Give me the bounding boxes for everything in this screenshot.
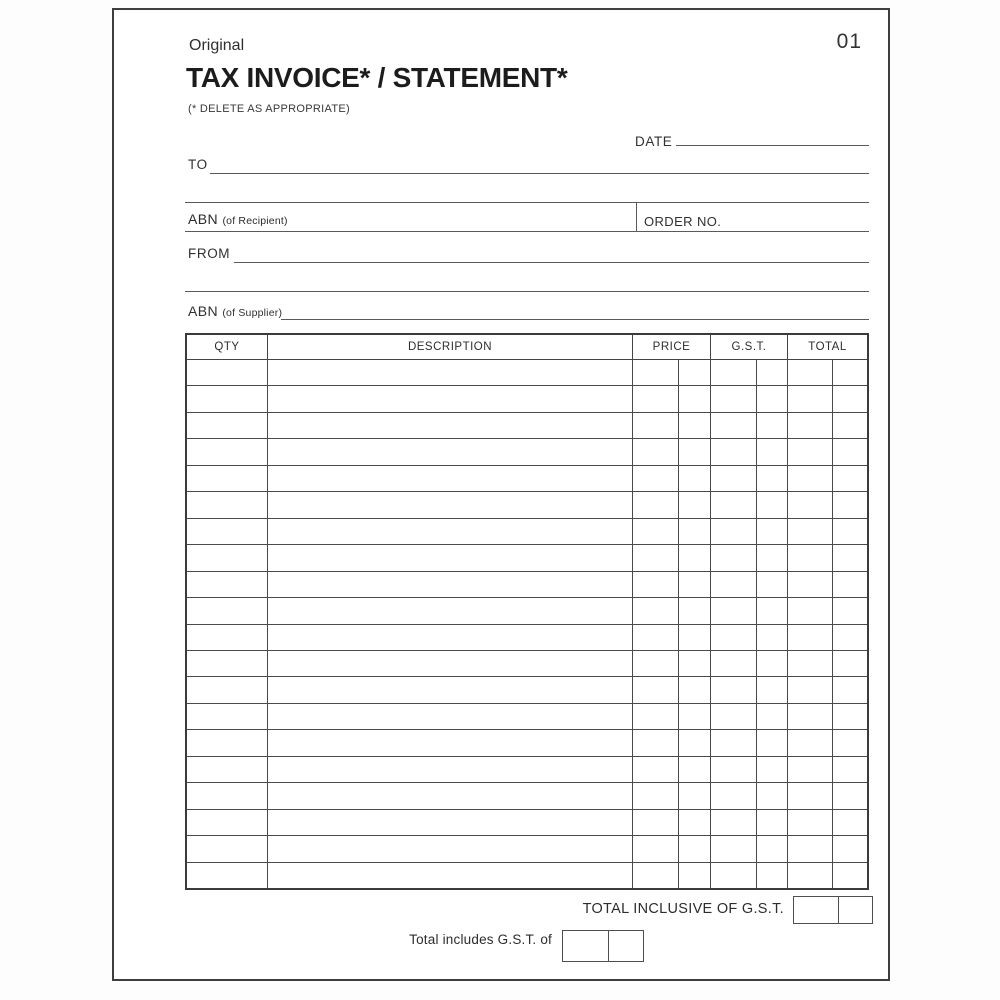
gst-dollars-cell[interactable] xyxy=(710,757,756,782)
gst-dollars-cell[interactable] xyxy=(710,677,756,702)
price-dollars-cell[interactable] xyxy=(632,625,678,650)
total-dollars-cell[interactable] xyxy=(787,836,832,861)
table-header-row xyxy=(187,335,867,360)
gst-dollars-cell[interactable] xyxy=(710,413,756,438)
abn-supplier-word: ABN xyxy=(188,303,218,319)
gst-cents-cell[interactable] xyxy=(756,386,787,411)
form-title: TAX INVOICE* / STATEMENT* xyxy=(186,62,568,93)
qty-cell[interactable] xyxy=(187,545,267,570)
date-label: DATE xyxy=(635,134,673,149)
total-inclusive-cents-cell[interactable] xyxy=(838,897,872,923)
qty-cell[interactable] xyxy=(187,386,267,411)
from-input-line[interactable] xyxy=(234,262,869,263)
abn-supplier-input-line[interactable] xyxy=(281,319,869,320)
gst-includes-label: Total includes G.S.T. of xyxy=(409,932,552,947)
gst-includes-box xyxy=(562,930,644,962)
qty-cell[interactable] xyxy=(187,836,267,861)
from-label: FROM xyxy=(188,246,231,261)
total-cents-cell[interactable] xyxy=(832,386,867,411)
description-cell[interactable] xyxy=(267,730,632,755)
table-row xyxy=(187,598,867,624)
total-dollars-cell[interactable] xyxy=(787,783,832,808)
qty-cell[interactable] xyxy=(187,492,267,517)
table-row xyxy=(187,730,867,756)
qty-cell[interactable] xyxy=(187,598,267,623)
total-dollars-cell[interactable] xyxy=(787,439,832,464)
price-cents-cell[interactable] xyxy=(678,439,710,464)
total-cents-cell[interactable] xyxy=(832,810,867,835)
gst-cents-cell[interactable] xyxy=(756,863,787,888)
gst-cents-cell[interactable] xyxy=(756,677,787,702)
total-cents-cell[interactable] xyxy=(832,439,867,464)
abn-order-divider xyxy=(636,202,637,231)
description-cell[interactable] xyxy=(267,783,632,808)
qty-cell[interactable] xyxy=(187,519,267,544)
col-header-price: PRICE xyxy=(632,335,710,359)
price-dollars-cell[interactable] xyxy=(632,519,678,544)
gst-cents-cell[interactable] xyxy=(756,439,787,464)
abn-recipient-field[interactable] xyxy=(188,211,288,229)
date-input-line[interactable] xyxy=(676,145,869,146)
total-cents-cell[interactable] xyxy=(832,704,867,729)
total-dollars-cell[interactable] xyxy=(787,730,832,755)
col-header-gst: G.S.T. xyxy=(710,335,787,359)
total-dollars-cell[interactable] xyxy=(787,757,832,782)
price-dollars-cell[interactable] xyxy=(632,757,678,782)
gst-cents-cell[interactable] xyxy=(756,704,787,729)
description-cell[interactable] xyxy=(267,863,632,888)
total-dollars-cell[interactable] xyxy=(787,704,832,729)
price-dollars-cell[interactable] xyxy=(632,439,678,464)
total-cents-cell[interactable] xyxy=(832,625,867,650)
description-cell[interactable] xyxy=(267,386,632,411)
total-dollars-cell[interactable] xyxy=(787,413,832,438)
order-no-label: ORDER NO. xyxy=(644,214,722,229)
description-cell[interactable] xyxy=(267,704,632,729)
qty-cell[interactable] xyxy=(187,730,267,755)
gst-dollars-cell[interactable] xyxy=(710,651,756,676)
qty-cell[interactable] xyxy=(187,625,267,650)
total-dollars-cell[interactable] xyxy=(787,519,832,544)
total-cents-cell[interactable] xyxy=(832,651,867,676)
price-cents-cell[interactable] xyxy=(678,677,710,702)
total-dollars-cell[interactable] xyxy=(787,545,832,570)
qty-cell[interactable] xyxy=(187,704,267,729)
gst-dollars-cell[interactable] xyxy=(710,519,756,544)
abn-order-row xyxy=(185,202,869,232)
gst-dollars-cell[interactable] xyxy=(710,625,756,650)
price-dollars-cell[interactable] xyxy=(632,413,678,438)
total-cents-cell[interactable] xyxy=(832,492,867,517)
from-input-line-2[interactable] xyxy=(185,291,869,292)
price-cents-cell[interactable] xyxy=(678,413,710,438)
total-dollars-cell[interactable] xyxy=(787,598,832,623)
table-row xyxy=(187,492,867,518)
table-row xyxy=(187,783,867,809)
total-cents-cell[interactable] xyxy=(832,863,867,888)
total-dollars-cell[interactable] xyxy=(787,651,832,676)
gst-dollars-cell[interactable] xyxy=(710,492,756,517)
description-cell[interactable] xyxy=(267,836,632,861)
qty-cell[interactable] xyxy=(187,466,267,491)
description-cell[interactable] xyxy=(267,677,632,702)
table-row xyxy=(187,810,867,836)
gst-cents-cell[interactable] xyxy=(756,572,787,597)
price-cents-cell[interactable] xyxy=(678,810,710,835)
gst-cents-cell[interactable] xyxy=(756,545,787,570)
table-row xyxy=(187,439,867,465)
price-cents-cell[interactable] xyxy=(678,492,710,517)
price-cents-cell[interactable] xyxy=(678,863,710,888)
to-input-line[interactable] xyxy=(210,173,869,174)
price-dollars-cell[interactable] xyxy=(632,466,678,491)
gst-dollars-cell[interactable] xyxy=(710,783,756,808)
total-cents-cell[interactable] xyxy=(832,572,867,597)
abn-supplier-qualifier: (of Supplier) xyxy=(222,307,283,319)
line-items-table xyxy=(185,333,869,890)
gst-dollars-cell[interactable] xyxy=(710,439,756,464)
table-row xyxy=(187,572,867,598)
price-dollars-cell[interactable] xyxy=(632,836,678,861)
qty-cell[interactable] xyxy=(187,360,267,385)
price-dollars-cell[interactable] xyxy=(632,810,678,835)
qty-cell[interactable] xyxy=(187,677,267,702)
price-cents-cell[interactable] xyxy=(678,625,710,650)
price-cents-cell[interactable] xyxy=(678,519,710,544)
gst-cents-cell[interactable] xyxy=(756,625,787,650)
sheet-number: 01 xyxy=(836,30,862,53)
gst-dollars-cell[interactable] xyxy=(710,810,756,835)
gst-includes-dollars-cell[interactable] xyxy=(563,931,608,961)
gst-cents-cell[interactable] xyxy=(756,360,787,385)
invoice-table-body xyxy=(187,360,867,888)
price-cents-cell[interactable] xyxy=(678,545,710,570)
price-cents-cell[interactable] xyxy=(678,598,710,623)
gst-dollars-cell[interactable] xyxy=(710,360,756,385)
price-cents-cell[interactable] xyxy=(678,730,710,755)
abn-recipient-qualifier: (of Recipient) xyxy=(222,215,288,227)
description-cell[interactable] xyxy=(267,492,632,517)
table-row xyxy=(187,386,867,412)
total-dollars-cell[interactable] xyxy=(787,863,832,888)
gst-dollars-cell[interactable] xyxy=(710,730,756,755)
copy-label: Original xyxy=(189,37,245,54)
invoice-sheet xyxy=(112,8,890,981)
table-row xyxy=(187,360,867,386)
table-row xyxy=(187,836,867,862)
order-no-field[interactable] xyxy=(644,214,721,229)
price-cents-cell[interactable] xyxy=(678,572,710,597)
price-dollars-cell[interactable] xyxy=(632,704,678,729)
total-dollars-cell[interactable] xyxy=(787,492,832,517)
total-cents-cell[interactable] xyxy=(832,466,867,491)
description-cell[interactable] xyxy=(267,651,632,676)
qty-cell[interactable] xyxy=(187,863,267,888)
total-cents-cell[interactable] xyxy=(832,783,867,808)
total-dollars-cell[interactable] xyxy=(787,677,832,702)
gst-dollars-cell[interactable] xyxy=(710,863,756,888)
description-cell[interactable] xyxy=(267,466,632,491)
gst-dollars-cell[interactable] xyxy=(710,466,756,491)
qty-cell[interactable] xyxy=(187,572,267,597)
price-dollars-cell[interactable] xyxy=(632,598,678,623)
gst-cents-cell[interactable] xyxy=(756,651,787,676)
description-cell[interactable] xyxy=(267,572,632,597)
total-cents-cell[interactable] xyxy=(832,677,867,702)
description-cell[interactable] xyxy=(267,439,632,464)
table-row xyxy=(187,519,867,545)
gst-dollars-cell[interactable] xyxy=(710,704,756,729)
table-row xyxy=(187,757,867,783)
gst-dollars-cell[interactable] xyxy=(710,545,756,570)
total-inclusive-label: TOTAL INCLUSIVE OF G.S.T. xyxy=(582,901,784,917)
price-cents-cell[interactable] xyxy=(678,704,710,729)
price-dollars-cell[interactable] xyxy=(632,783,678,808)
price-dollars-cell[interactable] xyxy=(632,572,678,597)
table-row xyxy=(187,625,867,651)
gst-dollars-cell[interactable] xyxy=(710,836,756,861)
gst-cents-cell[interactable] xyxy=(756,598,787,623)
qty-cell[interactable] xyxy=(187,413,267,438)
abn-supplier-label xyxy=(188,303,282,319)
gst-dollars-cell[interactable] xyxy=(710,572,756,597)
col-header-qty: QTY xyxy=(214,341,240,353)
gst-includes-cents-cell[interactable] xyxy=(608,931,643,961)
qty-cell[interactable] xyxy=(187,810,267,835)
total-cents-cell[interactable] xyxy=(832,836,867,861)
price-cents-cell[interactable] xyxy=(678,466,710,491)
price-cents-cell[interactable] xyxy=(678,757,710,782)
total-cents-cell[interactable] xyxy=(832,545,867,570)
gst-cents-cell[interactable] xyxy=(756,757,787,782)
price-dollars-cell[interactable] xyxy=(632,651,678,676)
description-cell[interactable] xyxy=(267,810,632,835)
price-dollars-cell[interactable] xyxy=(632,360,678,385)
price-dollars-cell[interactable] xyxy=(632,677,678,702)
gst-dollars-cell[interactable] xyxy=(710,598,756,623)
total-cents-cell[interactable] xyxy=(832,519,867,544)
price-dollars-cell[interactable] xyxy=(632,386,678,411)
col-header-total: TOTAL xyxy=(787,335,867,359)
price-dollars-cell[interactable] xyxy=(632,492,678,517)
description-cell[interactable] xyxy=(267,519,632,544)
gst-cents-cell[interactable] xyxy=(756,783,787,808)
gst-cents-cell[interactable] xyxy=(756,730,787,755)
table-row xyxy=(187,466,867,492)
table-row xyxy=(187,677,867,703)
total-dollars-cell[interactable] xyxy=(787,625,832,650)
description-cell[interactable] xyxy=(267,757,632,782)
qty-cell[interactable] xyxy=(187,651,267,676)
price-cents-cell[interactable] xyxy=(678,783,710,808)
price-dollars-cell[interactable] xyxy=(632,730,678,755)
gst-cents-cell[interactable] xyxy=(756,836,787,861)
total-cents-cell[interactable] xyxy=(832,730,867,755)
qty-cell[interactable] xyxy=(187,757,267,782)
qty-cell[interactable] xyxy=(187,439,267,464)
total-dollars-cell[interactable] xyxy=(787,810,832,835)
description-cell[interactable] xyxy=(267,598,632,623)
price-cents-cell[interactable] xyxy=(678,651,710,676)
total-dollars-cell[interactable] xyxy=(787,360,832,385)
price-cents-cell[interactable] xyxy=(678,360,710,385)
gst-dollars-cell[interactable] xyxy=(710,386,756,411)
table-row xyxy=(187,545,867,571)
table-row xyxy=(187,651,867,677)
description-cell[interactable] xyxy=(267,413,632,438)
total-dollars-cell[interactable] xyxy=(787,572,832,597)
total-cents-cell[interactable] xyxy=(832,413,867,438)
table-row xyxy=(187,704,867,730)
total-dollars-cell[interactable] xyxy=(787,386,832,411)
gst-cents-cell[interactable] xyxy=(756,413,787,438)
abn-recipient-label: ABN xyxy=(188,211,218,227)
gst-cents-cell[interactable] xyxy=(756,466,787,491)
total-inclusive-dollars-cell[interactable] xyxy=(794,897,838,923)
total-cents-cell[interactable] xyxy=(832,598,867,623)
price-dollars-cell[interactable] xyxy=(632,863,678,888)
price-cents-cell[interactable] xyxy=(678,386,710,411)
col-header-description: DESCRIPTION xyxy=(267,335,632,359)
total-cents-cell[interactable] xyxy=(832,360,867,385)
description-cell[interactable] xyxy=(267,625,632,650)
total-inclusive-box xyxy=(793,896,873,924)
table-row xyxy=(187,863,867,888)
gst-cents-cell[interactable] xyxy=(756,492,787,517)
total-dollars-cell[interactable] xyxy=(787,466,832,491)
description-cell[interactable] xyxy=(267,545,632,570)
table-row xyxy=(187,413,867,439)
gst-cents-cell[interactable] xyxy=(756,810,787,835)
price-cents-cell[interactable] xyxy=(678,836,710,861)
form-subtitle: (* DELETE AS APPROPRIATE) xyxy=(188,103,350,115)
qty-cell[interactable] xyxy=(187,783,267,808)
to-label: TO xyxy=(188,157,208,172)
description-cell[interactable] xyxy=(267,360,632,385)
price-dollars-cell[interactable] xyxy=(632,545,678,570)
gst-cents-cell[interactable] xyxy=(756,519,787,544)
total-cents-cell[interactable] xyxy=(832,757,867,782)
